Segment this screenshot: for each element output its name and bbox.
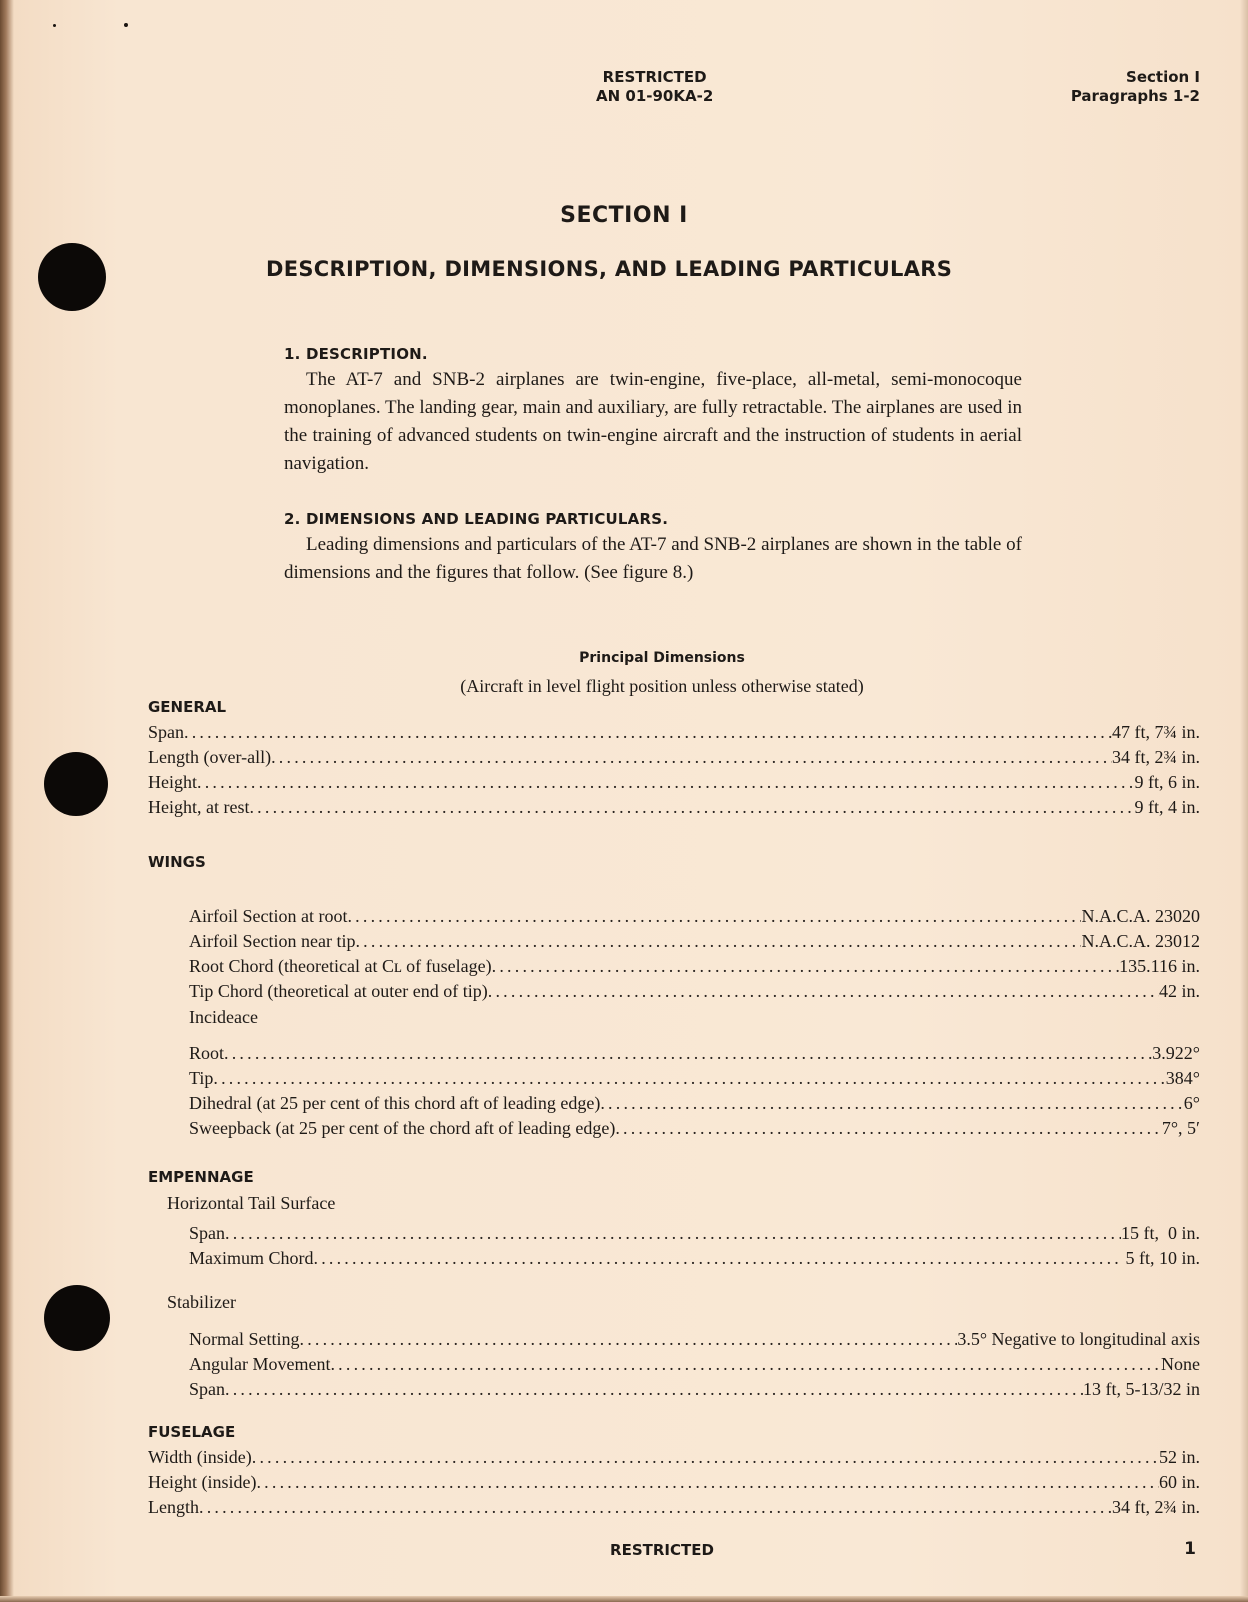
row-label: Height, at rest <box>148 797 250 817</box>
table-row <box>189 1327 1200 1351</box>
row-label: Normal Setting <box>189 1329 300 1349</box>
leader-dots <box>600 1091 1183 1115</box>
binder-hole-bottom <box>44 1285 110 1351</box>
leader-dots <box>355 929 1081 953</box>
leader-dots <box>224 1041 1152 1065</box>
leader-dots <box>184 720 1112 744</box>
leader-dots <box>330 1352 1161 1376</box>
row-label: Width (inside) <box>148 1447 252 1467</box>
leader-dots <box>213 1066 1165 1090</box>
row-label: Span <box>189 1223 225 1243</box>
paragraph-1-heading: 1. DESCRIPTION. <box>284 345 428 363</box>
row-label: Angular Movement <box>189 1354 331 1374</box>
leader-dots <box>225 1221 1121 1245</box>
row-label: Dihedral (at 25 per cent of this chord aft of leading edge) <box>189 1093 601 1113</box>
leader-dots <box>347 904 1081 928</box>
speck-mark <box>53 24 56 27</box>
subgroup-heading-horizontal-tail: Horizontal Tail Surface <box>167 1193 336 1213</box>
row-value: 52 in. <box>1158 1447 1200 1467</box>
row-label: Airfoil Section at root <box>189 906 348 926</box>
row-label: Height <box>148 772 197 792</box>
section-subtitle: DESCRIPTION, DIMENSIONS, AND LEADING PARTICULARS <box>266 257 953 281</box>
row-label: Tip <box>189 1068 214 1088</box>
subgroup-heading-incidence: Incideace <box>189 1007 258 1027</box>
row-label: Root <box>189 1043 225 1063</box>
row-value: 3.922° <box>1152 1043 1200 1063</box>
header-doc-number: AN 01-90KA-2 <box>596 87 714 105</box>
leader-dots <box>314 1246 1122 1270</box>
speck-mark <box>124 23 128 27</box>
leader-dots <box>300 1327 958 1351</box>
table-subtitle: (Aircraft in level flight position unless otherwise stated) <box>460 676 864 696</box>
group-heading-fuselage: FUSELAGE <box>148 1423 236 1441</box>
table-title: Principal Dimensions <box>579 650 745 666</box>
row-value: 13 ft, 5-13/32 in <box>1083 1379 1200 1399</box>
subgroup-heading-stabilizer: Stabilizer <box>167 1292 236 1312</box>
leader-dots <box>271 745 1112 769</box>
header-classification: RESTRICTED <box>602 68 707 86</box>
row-value: 6° <box>1183 1093 1200 1113</box>
row-value: 9 ft, 4 in. <box>1134 797 1200 817</box>
row-value: 34 ft, 2¾ in. <box>1112 747 1200 767</box>
row-label: Airfoil Section near tip <box>189 931 356 951</box>
row-value: 34 ft, 2¾ in. <box>1112 1497 1200 1517</box>
row-label: Span <box>148 722 184 742</box>
page-number: 1 <box>1184 1539 1196 1559</box>
paragraph-2-body: Leading dimensions and particulars of the AT-7 and SNB-2 airplanes are shown in the table of dimensions and the figures that follow. (See figure 8.) <box>284 534 1022 583</box>
table-row <box>189 1116 1200 1140</box>
row-label: Tip Chord (theoretical at outer end of tip) <box>189 981 488 1001</box>
table-row <box>189 929 1200 953</box>
row-value: 3.5° Negative to longitudinal axis <box>957 1329 1200 1349</box>
table-row <box>189 1091 1200 1115</box>
binder-hole-top <box>38 243 106 311</box>
row-label: Height (inside) <box>148 1472 257 1492</box>
leader-dots <box>256 1470 1159 1494</box>
row-value: 135.116 in. <box>1119 956 1200 976</box>
leader-dots <box>199 1495 1112 1519</box>
table-row <box>148 745 1200 769</box>
row-label: Sweepback (at 25 per cent of the chord aft of leading edge) <box>189 1118 616 1138</box>
table-row <box>189 1041 1200 1065</box>
leader-dots <box>615 1116 1162 1140</box>
row-label: Length (over-all) <box>148 747 272 767</box>
table-row <box>148 1495 1200 1519</box>
table-row <box>189 1221 1200 1245</box>
leader-dots <box>225 1377 1083 1401</box>
row-value: 384° <box>1165 1068 1200 1088</box>
header-section: Section I <box>1126 68 1200 86</box>
footer-classification: RESTRICTED <box>610 1541 714 1559</box>
page-edge <box>0 1596 1248 1602</box>
row-value: 60 in. <box>1158 1472 1200 1492</box>
table-row <box>148 720 1200 744</box>
row-label: Root Chord (theoretical at Cʟ of fuselage) <box>189 956 492 976</box>
table-row <box>189 954 1200 978</box>
table-row <box>189 1066 1200 1090</box>
row-value: 5 ft, 10 in. <box>1121 1248 1200 1268</box>
running-header-center <box>596 68 713 106</box>
header-paragraphs: Paragraphs 1-2 <box>1070 87 1200 105</box>
row-value: None <box>1161 1354 1200 1374</box>
leader-dots <box>488 979 1159 1003</box>
row-value: N.A.C.A. 23020 <box>1081 906 1200 926</box>
table-row <box>148 770 1200 794</box>
table-row <box>148 795 1200 819</box>
row-value: 47 ft, 7¾ in. <box>1112 722 1200 742</box>
running-header-right <box>1071 68 1200 106</box>
row-value: 15 ft, 0 in. <box>1121 1223 1200 1243</box>
leader-dots <box>492 954 1120 978</box>
paragraph-2-heading: 2. DIMENSIONS AND LEADING PARTICULARS. <box>284 510 669 528</box>
section-title: SECTION I <box>560 203 688 228</box>
row-value: 7°, 5′ <box>1161 1118 1200 1138</box>
table-row <box>189 904 1200 928</box>
group-heading-general: GENERAL <box>148 698 227 716</box>
row-label: Length <box>148 1497 199 1517</box>
table-row <box>148 1445 1200 1469</box>
table-row <box>148 1470 1200 1494</box>
table-row <box>189 1352 1200 1376</box>
paragraph-1-body: The AT-7 and SNB-2 airplanes are twin-engine, five-place, all-metal, semi-monocoque monoplanes. The landing gear, main and auxiliary, are fully retractable. The airplanes are used in the training of advanced students on twin-engine aircraft and the instruction of students in aerial navigation. <box>284 369 1022 474</box>
row-value: 42 in. <box>1158 981 1200 1001</box>
table-row <box>189 1377 1200 1401</box>
row-label: Span <box>189 1379 225 1399</box>
binder-hole-middle <box>44 752 108 816</box>
leader-dots <box>252 1445 1159 1469</box>
leader-dots <box>249 795 1134 819</box>
group-heading-empennage: EMPENNAGE <box>148 1168 254 1186</box>
table-row <box>189 979 1200 1003</box>
leader-dots <box>197 770 1135 794</box>
table-row <box>189 1246 1200 1270</box>
row-value: 9 ft, 6 in. <box>1134 772 1200 792</box>
group-heading-wings: WINGS <box>148 853 206 871</box>
row-label: Maximum Chord <box>189 1248 314 1268</box>
row-value: N.A.C.A. 23012 <box>1081 931 1200 951</box>
